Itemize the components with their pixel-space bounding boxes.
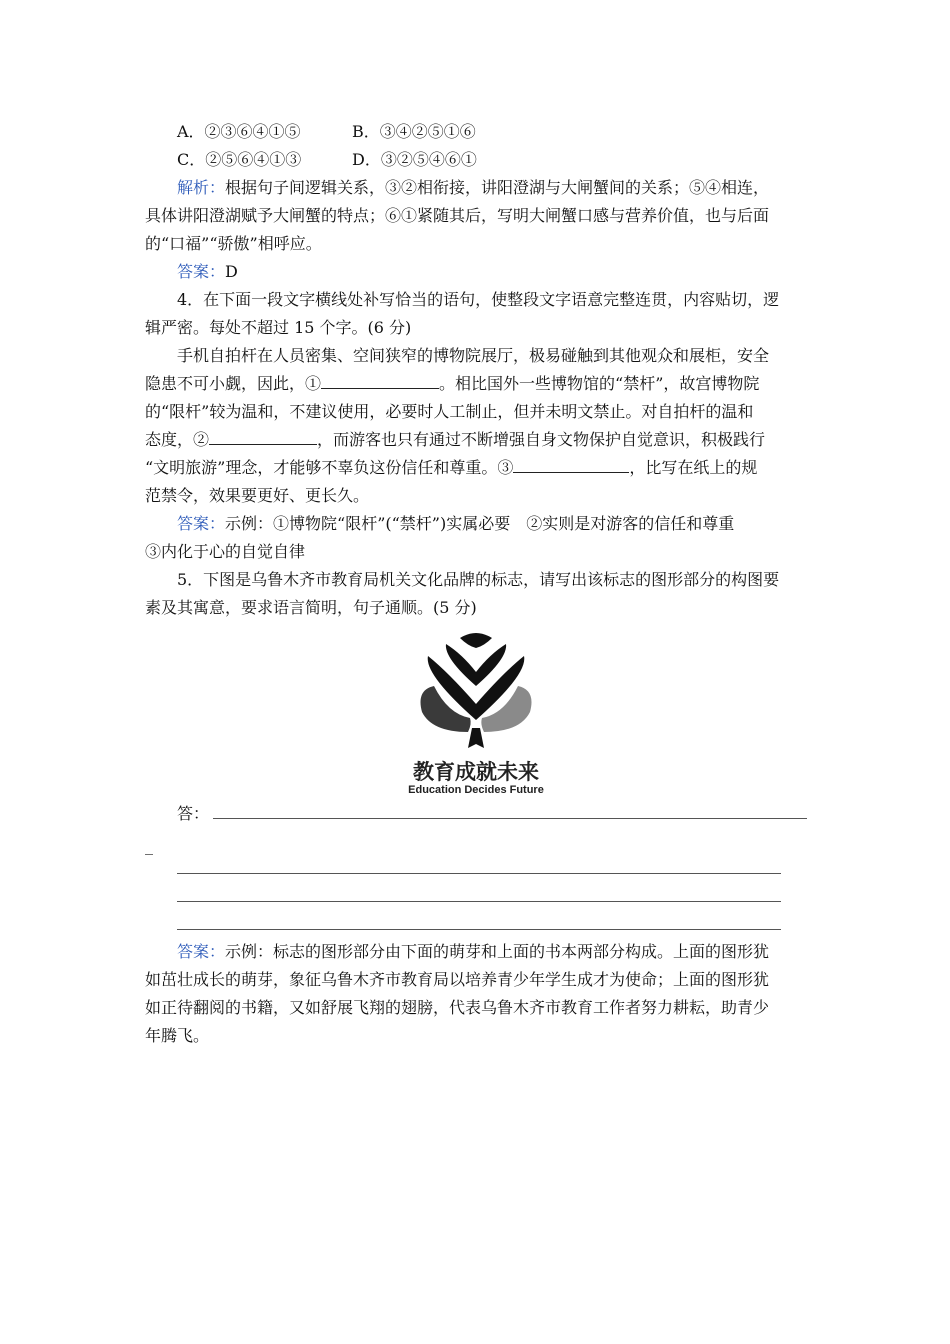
answer-label: 答案： [177,262,226,281]
q4-stem-line-2: 辑严密。每处不超过 15 个字。(6 分) [145,318,412,337]
q4-passage-line-4 [145,426,810,454]
q4-answer-line-2: ③内化于心的自觉自律 [145,542,306,561]
q5-answer-line-1 [177,938,810,966]
passage-text: ，比写在纸上的规 [629,458,758,477]
q3-analysis-line-3: 的“口福”“骄傲”相呼应。 [145,234,322,253]
passage-text: 。相比国外一些博物馆的“禁杆”，故宫博物院 [439,374,760,393]
option-b: B．③④②⑤①⑥ [352,122,476,141]
answer-line-2[interactable] [177,873,781,874]
option-a: A．②③⑥④①⑤ [177,122,301,141]
q5-answer-line-3: 如正待翻阅的书籍，又如舒展飞翔的翅膀，代表乌鲁木齐市教育工作者努力耕耘，助青少 [145,998,770,1017]
q3-analysis-line-1 [177,174,810,202]
answer-text: 示例：标志的图形部分由下面的萌芽和上面的书本两部分构成。上面的图形犹 [225,942,770,961]
option-d: D．③②⑤④⑥① [352,150,477,169]
answer-prompt: 答： [177,804,210,823]
q5-stem-line-1: 5．下图是乌鲁木齐市教育局机关文化品牌的标志，请写出该标志的图形部分的构图要 [177,570,780,589]
q4-passage-line-2 [145,370,810,398]
answer-label: 答案： [177,942,226,961]
blank-2[interactable] [209,426,317,445]
analysis-label: 解析： [177,178,226,197]
q4-passage-line-6: 范禁令，效果要更好、更长久。 [145,486,370,505]
option-c: C．②⑤⑥④①③ [177,150,302,169]
q4-answer-line-1 [177,510,810,538]
stray-mark: _ [145,836,153,855]
q4-passage-line-5 [145,454,810,482]
q5-answer-line-4: 年腾飞。 [145,1026,210,1045]
answer-text: 示例：①博物院“限杆”(“禁杆”)实属必要 ②实则是对游客的信任和尊重 [225,514,735,533]
q3-answer [177,258,810,286]
q4-passage-line-1: 手机自拍杆在人员密集、空间狭窄的博物院展厅，极易碰触到其他观众和展柜，安全 [177,346,770,365]
answer-line-4[interactable] [177,929,781,930]
logo-chinese-text: 教育成就未来 [413,760,539,784]
passage-text: “文明旅游”理念，才能够不辜负这份信任和尊重。③ [145,458,514,477]
passage-text: 隐患不可小觑，因此，① [145,374,322,393]
answer-line-1[interactable] [213,818,807,819]
blank-3[interactable] [513,454,629,473]
education-logo [386,628,566,800]
answer-label: 答案： [177,514,226,533]
blank-1[interactable] [321,370,439,389]
q5-stem-line-2: 素及其寓意，要求语言简明，句子通顺。(5 分) [145,598,477,617]
passage-text: ，而游客也只有通过不断增强自身文物保护自觉意识，积极践行 [317,430,766,449]
q3-analysis-line-2: 具体讲阳澄湖赋予大闸蟹的特点；⑥①紧随其后，写明大闸蟹口感与营养价值，也与后面 [145,206,770,225]
q4-passage-line-3: 的“限杆”较为温和，不建议使用，必要时人工制止，但并未明文禁止。对自拍杆的温和 [145,402,754,421]
sprout-book-icon [386,628,566,754]
passage-text: 态度，② [145,430,210,449]
analysis-text: 根据句子间逻辑关系，③②相衔接，讲阳澄湖与大闸蟹间的关系；⑤④相连， [225,178,770,197]
logo-english-text: Education Decides Future [408,784,544,796]
answer-value: D [225,262,238,281]
answer-line-3[interactable] [177,901,781,902]
q5-answer-line-2: 如茁壮成长的萌芽，象征乌鲁木齐市教育局以培养青少年学生成才为使命；上面的图形犹 [145,970,770,989]
q4-stem-line-1: 4．在下面一段文字横线处补写恰当的语句，使整段文字语意完整连贯，内容贴切，逻 [177,290,780,309]
